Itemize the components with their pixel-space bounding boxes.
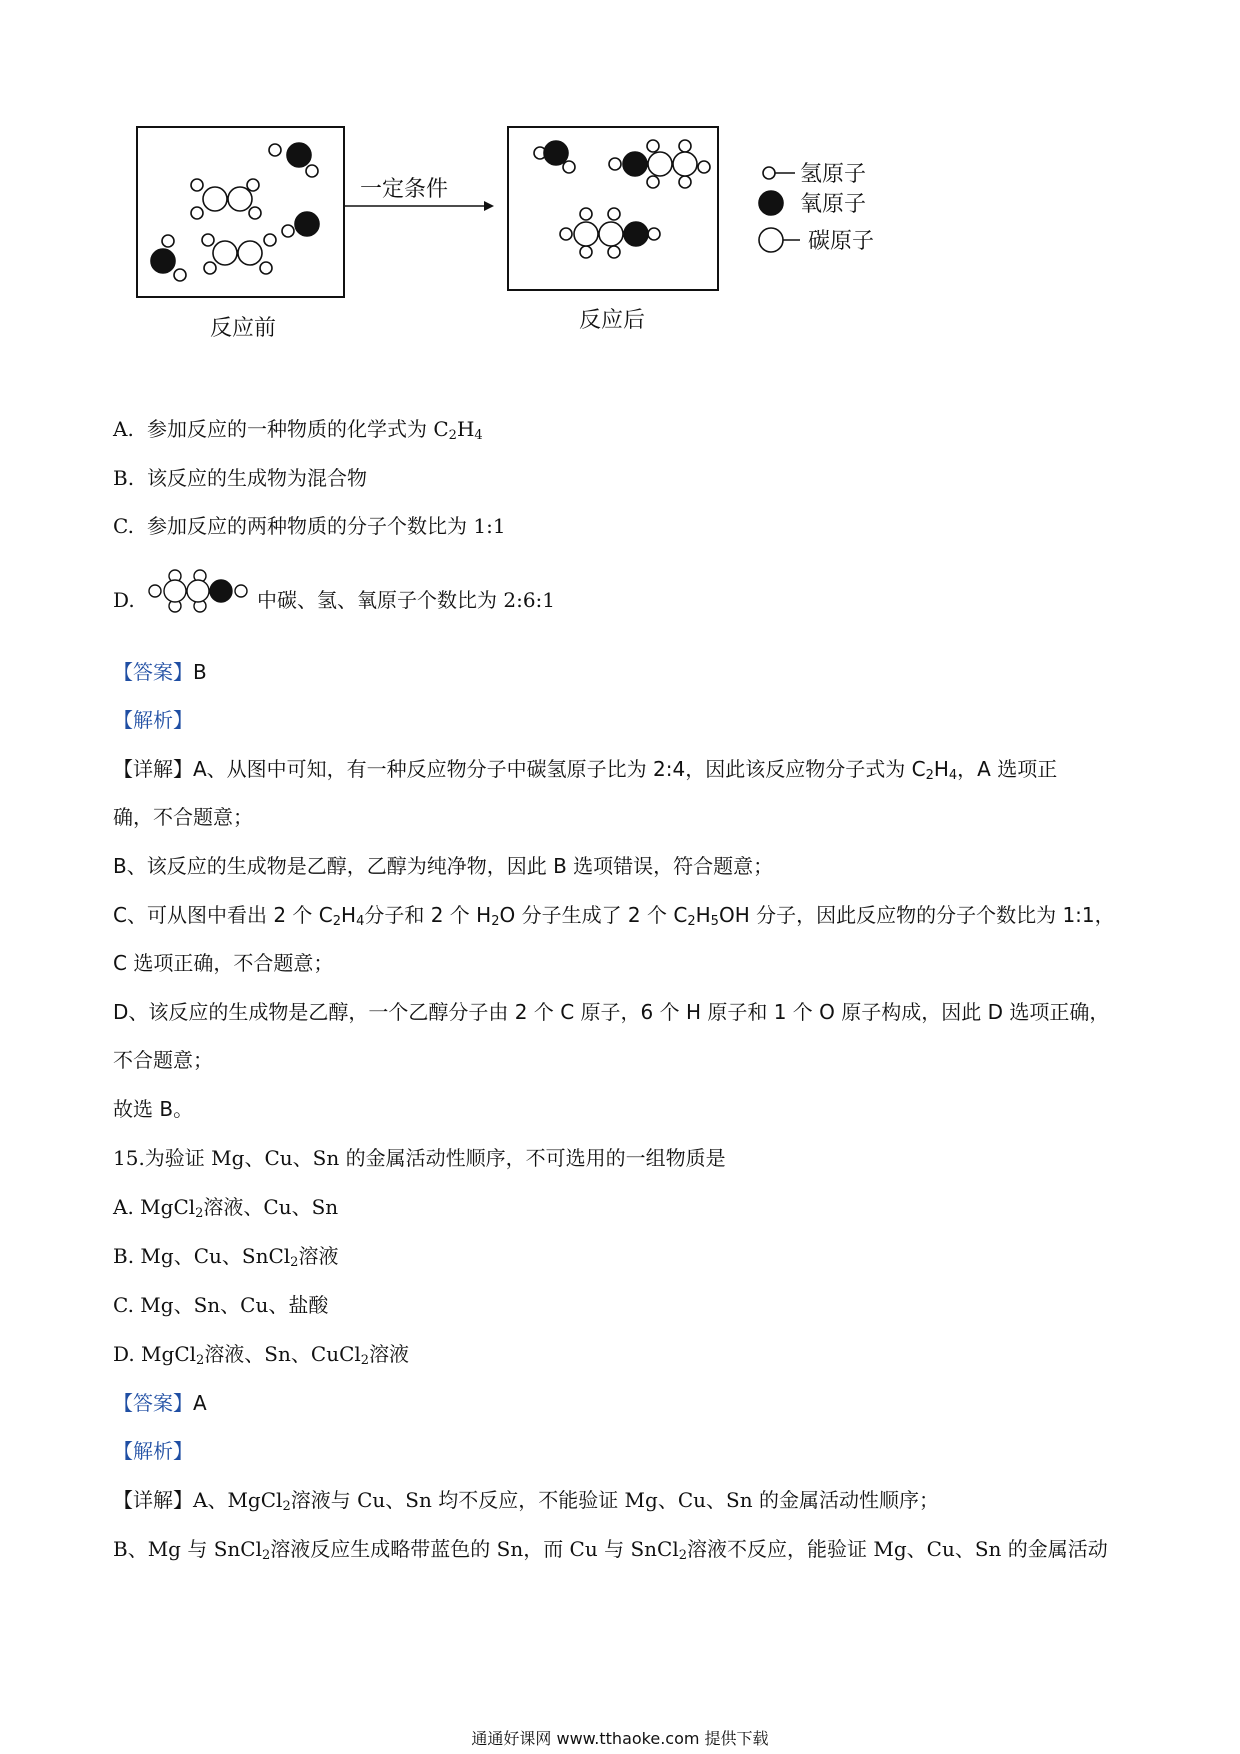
option-text: 参加反应的两种物质的分子个数比为 1:1	[147, 514, 506, 538]
option-text: 参加反应的一种物质的化学式为 C	[147, 417, 449, 441]
water-molecule	[151, 235, 186, 281]
ethanol-molecule	[560, 208, 660, 258]
q15-analysis-label	[113, 1437, 193, 1465]
legend-oxygen-label: 氧原子	[800, 191, 867, 216]
before-label: 反应前	[210, 315, 277, 340]
detail-text: 溶液与 Cu、Sn 均不反应，不能验证 Mg、Cu、Sn 的金属活动性顺序；	[290, 1488, 939, 1512]
question-stem: 15.为验证 Mg、Cu、Sn 的金属活动性顺序，不可选用的一组物质是	[113, 1146, 726, 1170]
subscript: 2	[687, 914, 696, 929]
legend-carbon-label: 碳原子	[808, 228, 875, 253]
subscript: 5	[710, 914, 719, 929]
q15-option-b	[113, 1242, 338, 1270]
detail-text: H	[341, 903, 357, 927]
detail-text: B、Mg 与 SnCl	[113, 1537, 262, 1561]
q15-answer	[113, 1389, 207, 1417]
answer-label: 【答案】	[113, 1391, 193, 1415]
subscript: 2	[491, 914, 500, 929]
q15-detail-b	[113, 1535, 1108, 1563]
answer-value: B	[193, 660, 207, 684]
page-footer: 通通好课网 www.tthaoke.com 提供下载	[471, 1729, 769, 1748]
q14-detail-c	[113, 901, 1115, 929]
detail-text: D、该反应的生成物是乙醇，一个乙醇分子由 2 个 C 原子，6 个 H 原子和 1 个 O 原子构成，因此 D 选项正确，	[113, 1000, 1110, 1024]
water-molecule	[269, 143, 318, 177]
option-text: B. Mg、Cu、SnCl	[113, 1244, 291, 1268]
answer-value: A	[193, 1391, 207, 1415]
ethylene-molecule	[202, 234, 276, 274]
q14-option-b	[113, 464, 367, 492]
detail-text: 分子和 2 个 H	[364, 903, 492, 927]
q14-detail-a-cont	[113, 803, 253, 831]
option-text: H	[456, 417, 475, 441]
q15-option-d	[113, 1340, 409, 1368]
option-text: 溶液、Cu、Sn	[203, 1195, 339, 1219]
subscript: 4	[948, 768, 958, 783]
q15-detail-a	[113, 1486, 939, 1514]
water-molecule	[534, 141, 575, 173]
detail-text: ，A 选项正	[957, 757, 1058, 781]
detail-text: B、该反应的生成物是乙醇，乙醇为纯净物，因此 B 选项错误，符合题意；	[113, 854, 774, 878]
subscript: 2	[196, 1353, 205, 1368]
q14-option-a	[113, 415, 483, 443]
subscript: 2	[282, 1499, 291, 1514]
detail-label: 【详解】	[113, 1488, 193, 1512]
subscript: 2	[925, 768, 934, 783]
q14-option-c	[113, 512, 506, 540]
subscript: 4	[356, 914, 365, 929]
q14-answer	[113, 658, 207, 686]
q15-option-c	[113, 1291, 328, 1319]
analysis-label: 【解析】	[113, 1439, 193, 1463]
detail-text: O 分子生成了 2 个 C	[499, 903, 688, 927]
q14-detail-b	[113, 852, 773, 880]
q14-detail-c-cont	[113, 949, 333, 977]
detail-text: 确，不合题意；	[113, 805, 253, 829]
subscript: 2	[448, 428, 457, 443]
after-label: 反应后	[579, 307, 646, 332]
legend-carbon-symbol	[759, 228, 783, 252]
subscript: 2	[261, 1548, 271, 1563]
detail-text: OH 分子，因此反应物的分子个数比为 1:1，	[718, 903, 1115, 927]
subscript: 2	[195, 1206, 204, 1221]
option-text: 中碳、氢、氧原子个数比为 2:6:1	[257, 588, 556, 612]
q15-option-a	[113, 1193, 338, 1221]
legend-oxygen-symbol	[759, 191, 783, 215]
subscript: 2	[678, 1548, 688, 1563]
option-text: D. MgCl	[113, 1342, 197, 1366]
q15-stem	[113, 1144, 726, 1172]
q14-detail-d-cont	[113, 1046, 213, 1074]
q14-option-d	[113, 586, 555, 616]
option-letter: A.	[113, 417, 134, 441]
ethanol-molecule	[609, 140, 710, 188]
q14-conclusion	[113, 1095, 193, 1123]
answer-label: 【答案】	[113, 660, 193, 684]
detail-text: 不合题意；	[113, 1048, 213, 1072]
detail-text: C、可从图中看出 2 个 C	[113, 903, 333, 927]
conclusion-text: 故选 B。	[113, 1097, 194, 1121]
q14-detail-a	[113, 755, 1057, 783]
option-letter: C.	[113, 514, 134, 538]
subscript: 2	[360, 1353, 370, 1368]
ethylene-molecule	[191, 179, 261, 219]
detail-text: C 选项正确，不合题意；	[113, 951, 334, 975]
q14-detail-d	[113, 998, 1109, 1026]
arrow-head	[484, 201, 494, 211]
arrow-label: 一定条件	[360, 176, 449, 201]
subscript: 2	[290, 1255, 299, 1270]
option-text: 该反应的生成物为混合物	[147, 466, 367, 490]
detail-text: A、从图中可知，有一种反应物分子中碳氢原子比为 2:4，因此该反应物分子式为 C	[193, 757, 926, 781]
detail-text: H	[933, 757, 949, 781]
detail-label: 【详解】	[113, 757, 193, 781]
subscript: 4	[474, 428, 483, 443]
option-text: 溶液	[298, 1244, 339, 1268]
detail-text: H	[695, 903, 711, 927]
q14-analysis-label	[113, 706, 193, 734]
option-text: A. MgCl	[113, 1195, 196, 1219]
option-text: 溶液、Sn、CuCl	[204, 1342, 361, 1366]
detail-text: 溶液不反应，能验证 Mg、Cu、Sn 的金属活动	[687, 1537, 1108, 1561]
legend-hydrogen-symbol	[763, 167, 775, 179]
detail-text: A、MgCl	[193, 1488, 283, 1512]
water-molecule	[282, 212, 319, 237]
detail-text: 溶液反应生成略带蓝色的 Sn，而 Cu 与 SnCl	[270, 1537, 679, 1561]
reaction-diagram	[0, 0, 1240, 340]
option-text: C. Mg、Sn、Cu、盐酸	[113, 1293, 329, 1317]
option-text: 溶液	[369, 1342, 410, 1366]
legend-hydrogen-label: 氢原子	[800, 161, 867, 186]
ethanol-molecule-icon	[147, 566, 257, 616]
option-letter: D.	[113, 588, 135, 612]
option-letter: B.	[113, 466, 135, 490]
subscript: 2	[332, 914, 342, 929]
analysis-label: 【解析】	[113, 708, 193, 732]
